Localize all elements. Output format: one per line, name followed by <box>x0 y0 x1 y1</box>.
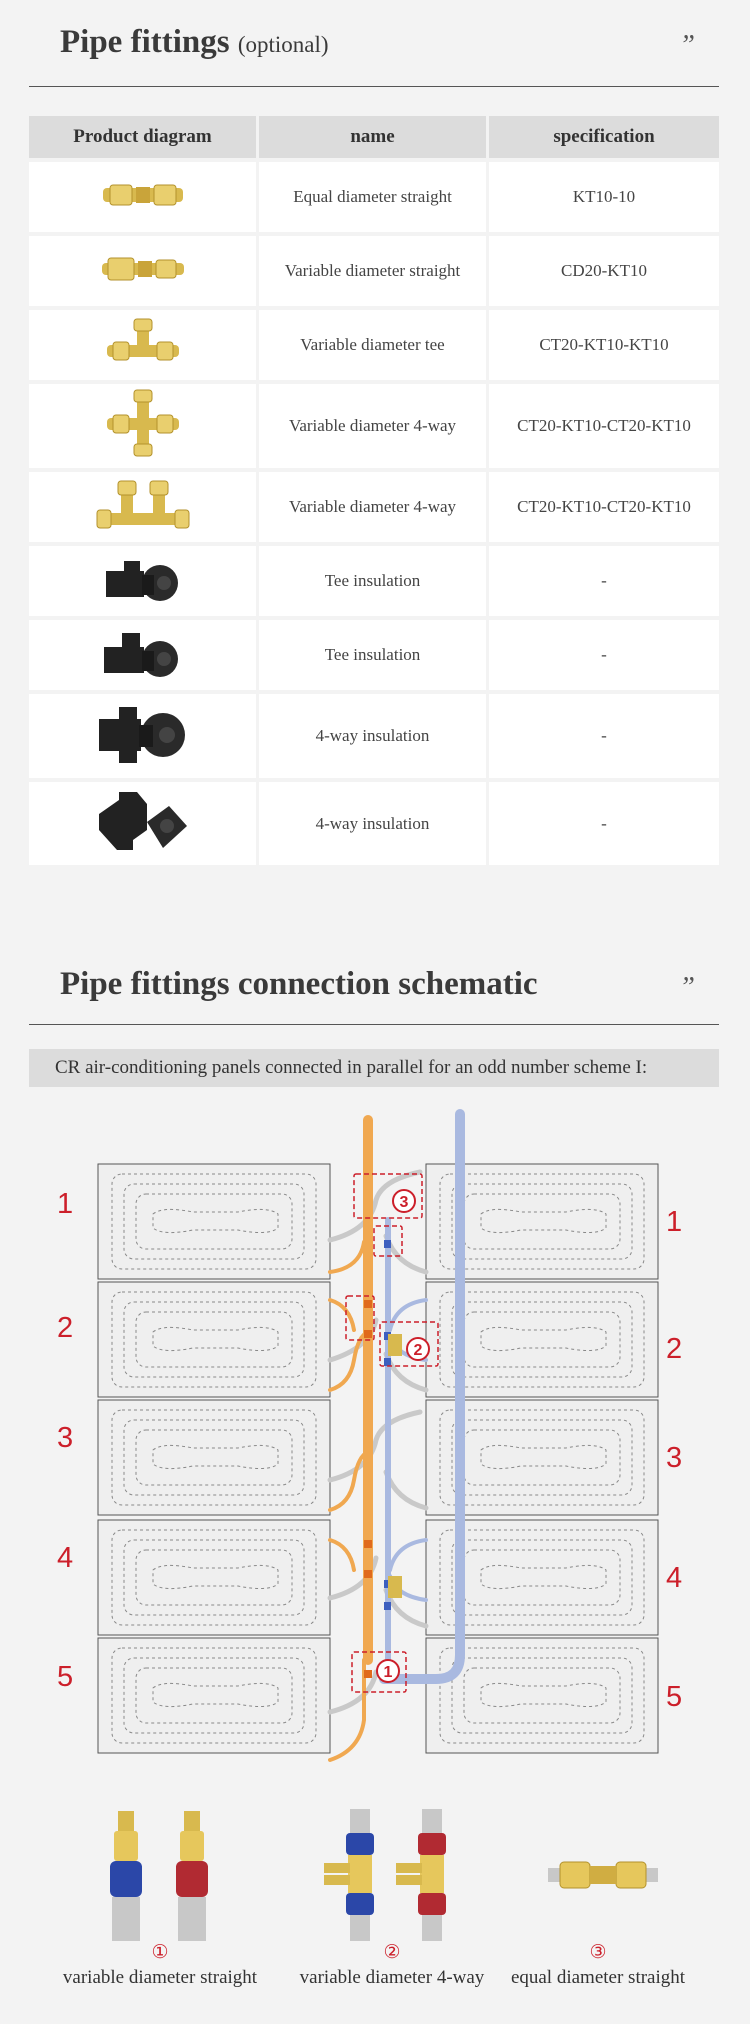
product-diagram-cell <box>29 158 259 232</box>
right-panel-number: 2 <box>666 1333 683 1365</box>
name-cell: Variable diameter straight <box>259 232 489 306</box>
name-cell: Tee insulation <box>259 542 489 616</box>
left-panel <box>98 1638 330 1753</box>
left-panel-number: 3 <box>57 1422 74 1454</box>
bottom-item-number: ① <box>151 1942 169 1963</box>
table-row <box>29 158 719 232</box>
grey-branch-pipes <box>330 1172 426 1712</box>
black-tee-insulation-icon <box>98 623 188 683</box>
header-name: name <box>259 116 489 158</box>
table-row <box>29 232 719 306</box>
header-specification: specification <box>489 116 719 158</box>
callout-1-label: 1 <box>383 1664 393 1681</box>
product-diagram-cell <box>29 380 259 468</box>
quote-mark-icon: ” <box>679 972 695 1003</box>
right-panel-number: 4 <box>666 1562 683 1594</box>
header-product-diagram: Product diagram <box>29 116 259 158</box>
spec-cell: CT20-KT10-KT10 <box>489 306 719 380</box>
callout-1 <box>377 1660 399 1682</box>
spec-cell: - <box>489 690 719 778</box>
left-panel-number: 2 <box>57 1312 74 1344</box>
table-row <box>29 380 719 468</box>
bottom-item-label: variable diameter 4-way <box>299 1967 485 1988</box>
spec-cell: - <box>489 616 719 690</box>
name-cell: Tee insulation <box>259 616 489 690</box>
product-diagram-cell <box>29 468 259 542</box>
brass-cross-fitting-icon <box>103 388 183 460</box>
bottom-item-number: ② <box>383 1942 401 1963</box>
right-panel-number: 1 <box>666 1206 683 1238</box>
table-row <box>29 616 719 690</box>
spec-cell: CT20-KT10-CT20-KT10 <box>489 468 719 542</box>
connection-schematic-diagram <box>0 1100 750 1770</box>
variable-diameter-straight-photo-icon <box>100 1805 220 1945</box>
bottom-item-label: equal diameter straight <box>510 1967 686 1988</box>
table-row <box>29 778 719 865</box>
product-diagram-cell <box>29 690 259 778</box>
variable-diameter-4way-photo-icon <box>318 1805 468 1945</box>
brass-reducing-straight-fitting-icon <box>98 249 188 289</box>
spec-cell: - <box>489 778 719 865</box>
right-panel-number: 3 <box>666 1442 683 1474</box>
product-diagram-cell <box>29 616 259 690</box>
supply-pipe <box>330 1120 368 1760</box>
product-diagram-cell <box>29 306 259 380</box>
product-diagram-cell <box>29 232 259 306</box>
left-panel <box>98 1282 330 1397</box>
name-cell: Variable diameter tee <box>259 306 489 380</box>
brass-tee-fitting-icon <box>103 315 183 371</box>
spec-cell: CT20-KT10-CT20-KT10 <box>489 380 719 468</box>
name-cell: Equal diameter straight <box>259 158 489 232</box>
table-row <box>29 468 719 542</box>
left-panel <box>98 1520 330 1635</box>
section-header-pipe-fittings <box>29 0 719 87</box>
product-diagram-cell <box>29 542 259 616</box>
section-title: Pipe fittings connection schematic <box>60 966 538 1002</box>
name-cell: 4-way insulation <box>259 690 489 778</box>
section-title-text: Pipe fittings <box>60 24 230 60</box>
section-title <box>60 24 329 61</box>
table-row <box>29 542 719 616</box>
product-diagram-cell <box>29 778 259 865</box>
spec-cell: KT10-10 <box>489 158 719 232</box>
table-row <box>29 306 719 380</box>
callout-2 <box>407 1338 429 1360</box>
table-row <box>29 690 719 778</box>
quote-mark-icon: ” <box>679 30 695 61</box>
left-panel <box>98 1164 330 1279</box>
callout-3-label: 3 <box>399 1194 409 1211</box>
name-cell: 4-way insulation <box>259 778 489 865</box>
left-panel-number: 1 <box>57 1188 74 1220</box>
callout-2-label: 2 <box>413 1342 423 1359</box>
spec-cell: - <box>489 542 719 616</box>
bottom-item-number: ③ <box>589 1942 607 1963</box>
left-panel <box>98 1400 330 1515</box>
scheme-caption: CR air-conditioning panels connected in parallel for an odd number scheme I: <box>29 1049 719 1087</box>
name-cell: Variable diameter 4-way <box>259 468 489 542</box>
spec-cell: CD20-KT10 <box>489 232 719 306</box>
left-panel-number: 4 <box>57 1542 74 1574</box>
table-header-row <box>29 116 719 158</box>
section-header-connection-schematic <box>29 940 719 1025</box>
right-panel-number: 5 <box>666 1681 683 1713</box>
black-4way-insulation-icon <box>93 697 193 771</box>
callout-3 <box>393 1190 415 1212</box>
black-tee-insulation-icon <box>98 549 188 609</box>
brass-straight-fitting-icon <box>98 175 188 215</box>
section-subtitle: (optional) <box>237 32 329 57</box>
left-panel-number: 5 <box>57 1661 74 1693</box>
name-cell: Variable diameter 4-way <box>259 380 489 468</box>
brass-double-tee-fitting-icon <box>93 477 193 533</box>
bottom-item-label: variable diameter straight <box>62 1967 258 1988</box>
equal-diameter-straight-photo-icon <box>548 1850 658 1900</box>
fittings-table <box>29 116 719 865</box>
black-4way-insulation-icon <box>93 784 193 858</box>
